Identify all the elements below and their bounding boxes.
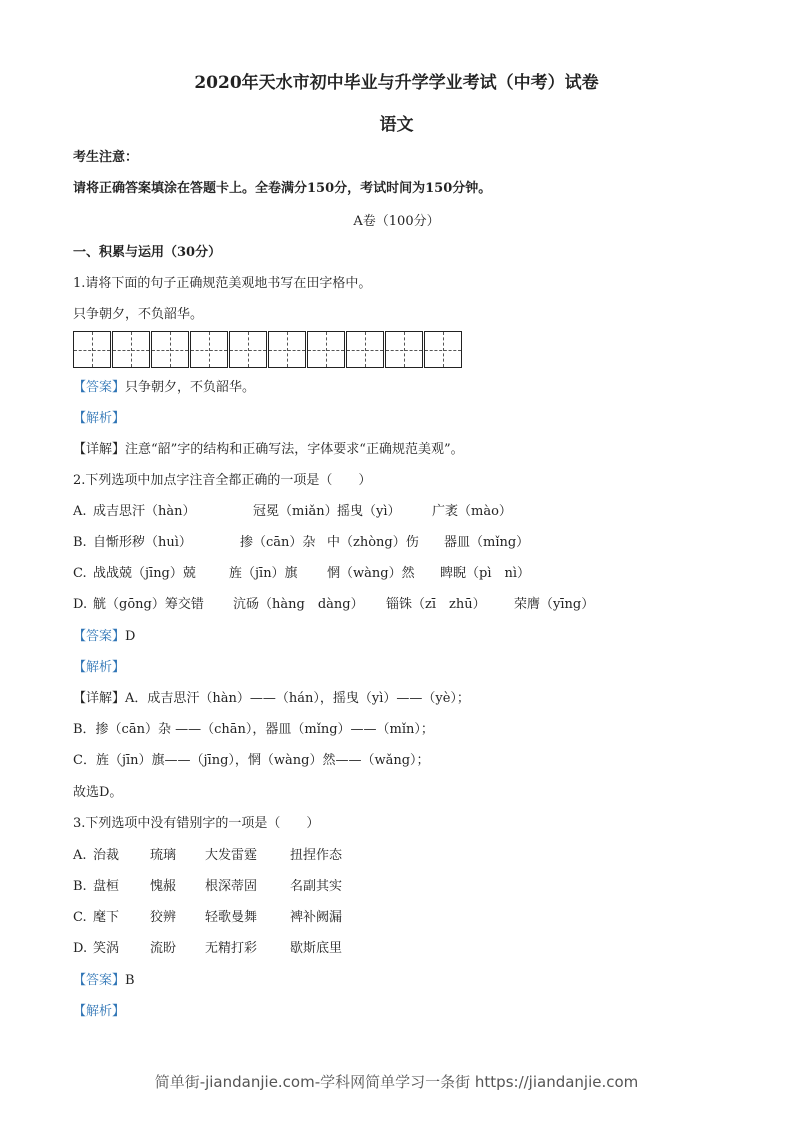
- option-item: 自惭形秽（huì）: [93, 535, 192, 550]
- option-item: 大发雷霆: [205, 848, 258, 863]
- q3-answer: [73, 973, 135, 989]
- notice-label: 考生注意：: [73, 150, 139, 165]
- section-a-heading: A卷（100分）: [353, 214, 440, 229]
- grid-cell: [151, 331, 189, 368]
- q2-analysis-tag: 【解析】: [73, 660, 126, 675]
- option-item: 中（zhòng）伤: [327, 535, 419, 550]
- option-item: 旌（jīn）旗: [229, 566, 298, 581]
- option-item: 愧赧: [150, 879, 177, 894]
- q2-detail-line: B．掺（cān）杂 ——（chān），器皿（mǐng）——（mǐn）；: [73, 722, 434, 737]
- option-item: 冠冕（miǎn）: [253, 504, 338, 519]
- option-label: D.: [73, 941, 88, 956]
- q2-option-c: [73, 566, 673, 582]
- option-item: 睥睨（pì nì）: [440, 566, 531, 581]
- grid-cell: [385, 331, 423, 368]
- option-item: 扭捏作态: [290, 848, 343, 863]
- option-item: 广袤（mào）: [432, 504, 512, 519]
- option-item: 掺（cān）杂: [240, 535, 316, 550]
- q3-option-a: [73, 848, 473, 864]
- option-item: 沆砀（hàng dàng）: [233, 597, 364, 612]
- option-item: 盘桓: [93, 879, 120, 894]
- option-item: 麾下: [93, 910, 120, 925]
- q3-analysis-tag: 【解析】: [73, 1004, 126, 1019]
- footer-watermark: 简单街-jiandanjie.com-学科网简单学习一条街 https://jiandanjie.com: [154, 1073, 639, 1091]
- option-item: 轻歌曼舞: [205, 910, 258, 925]
- grid-cell: [73, 331, 111, 368]
- page-title: 2020年天水市初中毕业与升学学业考试（中考）试卷: [194, 73, 599, 93]
- q1-sentence: 只争朝夕，不负韶华。: [73, 307, 204, 322]
- option-item: 治裁: [93, 848, 120, 863]
- option-item: 器皿（mǐng）: [444, 535, 530, 550]
- option-item: 狡辨: [150, 910, 177, 925]
- option-item: 裨补阙漏: [290, 910, 343, 925]
- grid-cell: [112, 331, 150, 368]
- q3-option-b: [73, 879, 473, 895]
- q2-option-a: [73, 504, 673, 520]
- tianzige-grid: [73, 331, 463, 368]
- answer-text: 只争朝夕，不负韶华。: [125, 380, 256, 395]
- option-label: B.: [73, 535, 87, 550]
- q2-stem: 2.下列选项中加点字注音全都正确的一项是（ ）: [73, 473, 372, 488]
- q1-answer: [73, 380, 255, 396]
- detail-text: 注意“韶”字的结构和正确写法，字体要求“正确规范美观”。: [125, 442, 464, 457]
- notice-text: 请将正确答案填涂在答题卡上。全卷满分150分，考试时间为150分钟。: [73, 181, 492, 196]
- q3-option-d: [73, 941, 473, 957]
- answer-text: B: [125, 973, 135, 988]
- q2-option-d: [73, 597, 723, 613]
- option-item: 笑涡: [93, 941, 120, 956]
- option-item: 流盼: [150, 941, 177, 956]
- option-item: 歇斯底里: [290, 941, 343, 956]
- subject-title: 语文: [379, 115, 414, 135]
- q1-stem: 1.请将下面的句子正确规范美观地书写在田字格中。: [73, 276, 372, 291]
- option-item: 荣膺（yīng）: [514, 597, 595, 612]
- grid-cell: [424, 331, 462, 368]
- q2-detail-line: C．旌（jīn）旗——（jīng），惘（wàng）然——（wǎng）；: [73, 753, 430, 768]
- detail-tag: 【详解】: [73, 442, 126, 457]
- grid-cell: [307, 331, 345, 368]
- option-item: 名副其实: [290, 879, 343, 894]
- q2-conclusion: 故选D。: [73, 785, 123, 800]
- answer-text: D: [125, 629, 136, 644]
- grid-cell: [268, 331, 306, 368]
- q3-option-c: [73, 910, 473, 926]
- part1-heading: 一、积累与运用（30分）: [73, 245, 222, 260]
- option-item: 成吉思汗（hàn）: [93, 504, 196, 519]
- option-item: 根深蒂固: [205, 879, 258, 894]
- option-item: 琉璃: [150, 848, 177, 863]
- answer-tag: 【答案】: [73, 380, 126, 395]
- answer-tag: 【答案】: [73, 629, 126, 644]
- option-item: 摇曳（yì）: [337, 504, 401, 519]
- answer-tag: 【答案】: [73, 973, 126, 988]
- q2-detail: [73, 691, 470, 707]
- q2-option-b: [73, 535, 673, 551]
- q1-analysis-tag: 【解析】: [73, 411, 126, 426]
- q1-detail: [73, 442, 464, 458]
- detail-tag: 【详解】: [73, 691, 126, 706]
- option-label: D.: [73, 597, 88, 612]
- option-label: A.: [73, 504, 87, 519]
- grid-cell: [190, 331, 228, 368]
- option-label: A.: [73, 848, 87, 863]
- option-label: C.: [73, 910, 87, 925]
- option-item: 惘（wàng）然: [327, 566, 415, 581]
- detail-text: A．成吉思汗（hàn）——（hán），摇曳（yì）——（yè）；: [125, 691, 470, 706]
- option-label: C.: [73, 566, 87, 581]
- option-item: 锱铢（zī zhū）: [386, 597, 486, 612]
- grid-cell: [346, 331, 384, 368]
- q3-stem: 3.下列选项中没有错别字的一项是（ ）: [73, 816, 320, 831]
- option-item: 无精打彩: [205, 941, 258, 956]
- q2-answer: [73, 629, 135, 645]
- option-item: 战战兢（jīng）兢: [93, 566, 196, 581]
- option-label: B.: [73, 879, 87, 894]
- grid-cell: [229, 331, 267, 368]
- option-item: 觥（gōng）筹交错: [93, 597, 204, 612]
